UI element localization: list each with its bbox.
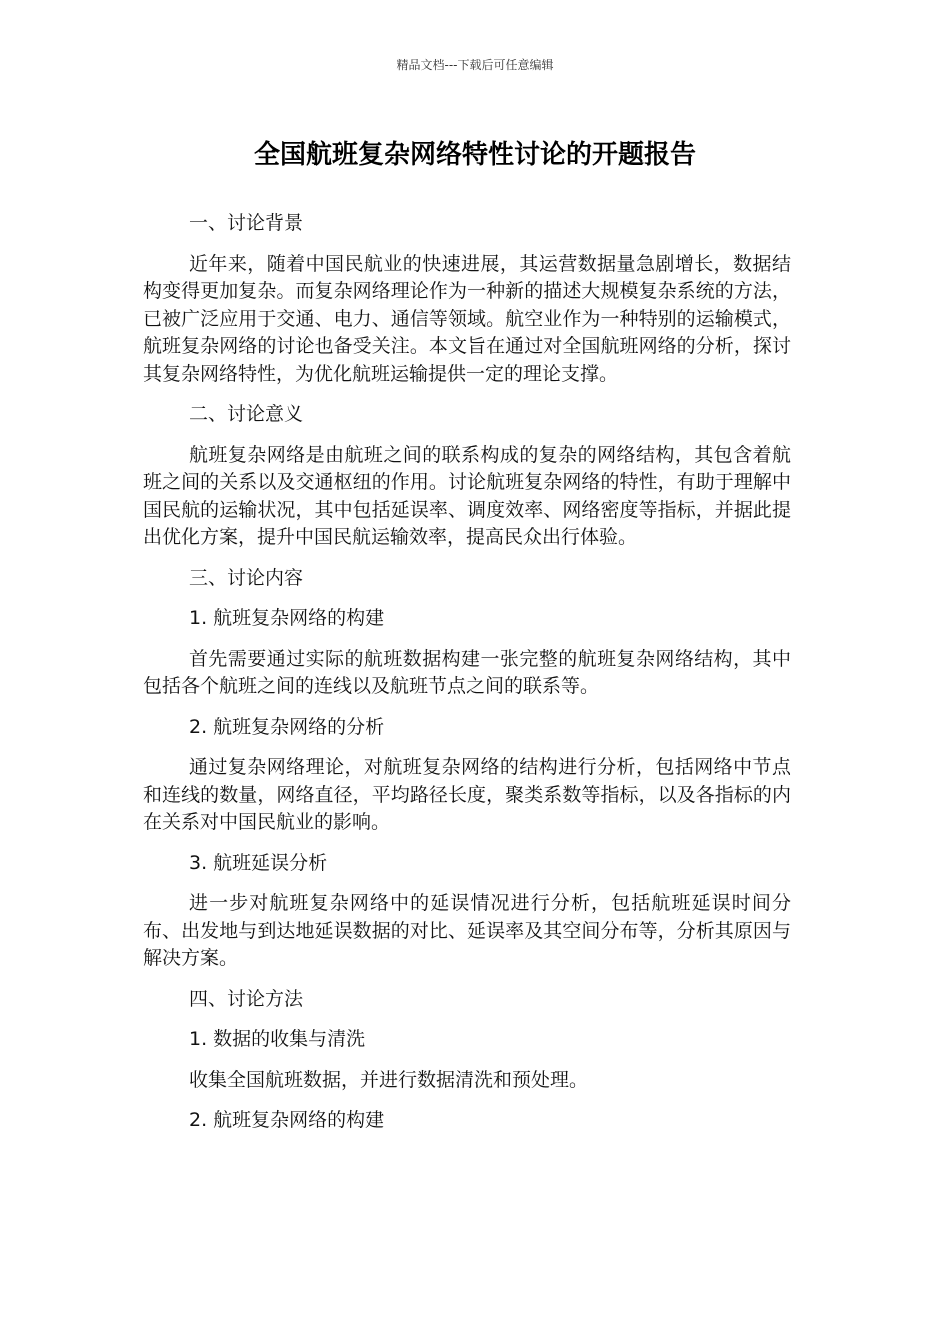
subsection-heading-network-analysis: 2. 航班复杂网络的分析 [189, 715, 385, 738]
page-header-watermark: 精品文档---下载后可任意编辑 [396, 58, 554, 72]
paragraph-significance: 航班复杂网络是由航班之间的联系构成的复杂的网络结构，其包含着航班之间的关系以及交通枢纽的作用。讨论航班复杂网络的特性，有助于理解中国民航的运输状况，其中包括延误率、调度效率、网络密度等指标，并据此提出优化方案，提升中国民航运输效率，提高民众出行体验。 [143, 443, 791, 548]
paragraph-network-analysis: 通过复杂网络理论，对航班复杂网络的结构进行分析，包括网络中节点和连线的数量，网络直径，平均路径长度，聚类系数等指标，以及各指标的内在关系对中国民航业的影响。 [143, 756, 791, 833]
subsection-heading-network-construction-method: 2. 航班复杂网络的构建 [189, 1109, 385, 1131]
section-heading-method: 四、讨论方法 [189, 987, 304, 1010]
document-body [143, 210, 791, 1148]
section-heading-significance: 二、讨论意义 [189, 403, 304, 425]
paragraph-background: 近年来，随着中国民航业的快速进展，其运营数据量急剧增长，数据结构变得更加复杂。而复杂网络理论作为一种新的描述大规模复杂系统的方法，已被广泛应用于交通、电力、通信等领域。航空业作为一种特别的运输模式，航班复杂网络的讨论也备受关注。本文旨在通过对全国航班网络的分析，探讨其复杂网络特性，为优化航班运输提供一定的理论支撑。 [143, 252, 791, 385]
subsection-heading-network-construction: 1. 航班复杂网络的构建 [189, 607, 385, 629]
document-title: 全国航班复杂网络特性讨论的开题报告 [253, 140, 696, 170]
paragraph-network-construction: 首先需要通过实际的航班数据构建一张完整的航班复杂网络结构，其中包括各个航班之间的连线以及航班节点之间的联系等。 [143, 647, 791, 697]
paragraph-delay-analysis: 进一步对航班复杂网络中的延误情况进行分析，包括航班延误时间分布、出发地与到达地延误数据的对比、延误率及其空间分布等，分析其原因与解决方案。 [143, 892, 791, 969]
subsection-heading-delay-analysis: 3. 航班延误分析 [189, 851, 328, 874]
section-heading-content: 三、讨论内容 [189, 566, 304, 589]
section-heading-background: 一、讨论背景 [189, 212, 304, 234]
paragraph-data-collection: 收集全国航班数据，并进行数据清洗和预处理。 [189, 1068, 589, 1091]
subsection-heading-data-collection: 1. 数据的收集与清洗 [189, 1028, 366, 1050]
